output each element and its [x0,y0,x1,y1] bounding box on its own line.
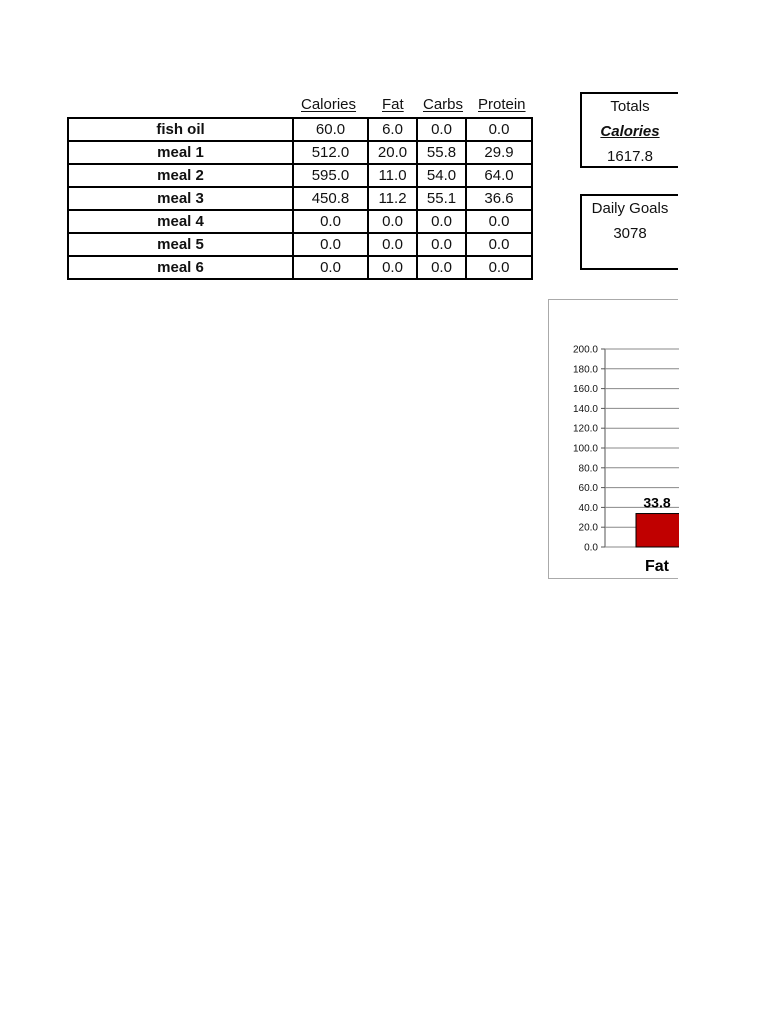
totals-box [580,92,678,168]
carbs-cell[interactable]: 55.1 [417,187,466,210]
protein-cell[interactable]: 0.0 [466,210,532,233]
fat-cell[interactable]: 0.0 [368,210,417,233]
data-label: 33.8 [643,494,671,511]
calories-cell[interactable]: 450.8 [293,187,368,210]
carbs-cell[interactable]: 0.0 [417,256,466,279]
meal-name[interactable]: meal 5 [68,233,293,256]
fat-cell[interactable]: 6.0 [368,118,417,141]
protein-cell[interactable]: 29.9 [466,141,532,164]
meal-name[interactable]: meal 2 [68,164,293,187]
chart-plot [549,300,679,580]
table-row [68,210,532,233]
table-row [68,233,532,256]
protein-cell[interactable]: 64.0 [466,164,532,187]
table-row [68,164,532,187]
calories-cell[interactable]: 512.0 [293,141,368,164]
table-row [68,187,532,210]
meal-name[interactable]: meal 1 [68,141,293,164]
fat-cell[interactable]: 11.0 [368,164,417,187]
table-row [68,256,532,279]
carbs-cell[interactable]: 55.8 [417,141,466,164]
fat-cell[interactable]: 0.0 [368,256,417,279]
protein-cell[interactable]: 0.0 [466,233,532,256]
y-tick-label: 0.0 [584,542,598,554]
table-row [68,118,532,141]
daily-goals-box [580,194,678,270]
meal-name[interactable]: meal 3 [68,187,293,210]
fat-cell[interactable]: 0.0 [368,233,417,256]
daily-goals-title: Daily Goals [591,200,669,217]
fat-cell[interactable]: 20.0 [368,141,417,164]
totals-calories-value[interactable]: 1617.8 [607,148,653,165]
fat-chart[interactable] [548,299,678,579]
y-tick-label: 100.0 [572,443,598,455]
meal-name[interactable]: fish oil [68,118,293,141]
header-fat: Fat [382,96,404,113]
carbs-cell[interactable]: 0.0 [417,118,466,141]
y-tick-label: 20.0 [578,522,598,534]
y-tick-label: 80.0 [578,463,598,475]
calories-cell[interactable]: 60.0 [293,118,368,141]
y-tick-label: 120.0 [572,423,598,435]
fat-cell[interactable]: 11.2 [368,187,417,210]
totals-title: Totals [610,98,650,115]
y-tick-label: 140.0 [572,403,598,415]
meal-name[interactable]: meal 6 [68,256,293,279]
totals-calories-label: Calories [600,123,660,140]
category-label: Fat [645,558,669,575]
carbs-cell[interactable]: 54.0 [417,164,466,187]
table-row [68,141,532,164]
y-tick-label: 180.0 [572,364,598,376]
y-tick-label: 160.0 [572,384,598,396]
header-protein: Protein [478,96,526,113]
protein-cell[interactable]: 0.0 [466,256,532,279]
carbs-cell[interactable]: 0.0 [417,210,466,233]
meal-table [67,117,533,280]
y-tick-label: 40.0 [578,502,598,514]
meal-name[interactable]: meal 4 [68,210,293,233]
y-tick-label: 60.0 [578,483,598,495]
calories-cell[interactable]: 0.0 [293,256,368,279]
header-carbs: Carbs [423,96,464,113]
daily-goals-value[interactable]: 3078 [613,225,647,242]
protein-cell[interactable]: 36.6 [466,187,532,210]
calories-cell[interactable]: 595.0 [293,164,368,187]
header-calories: Calories [301,96,357,113]
y-tick-label: 200.0 [572,344,598,356]
calories-cell[interactable]: 0.0 [293,210,368,233]
carbs-cell[interactable]: 0.0 [417,233,466,256]
bar-fat[interactable] [636,514,679,547]
protein-cell[interactable]: 0.0 [466,118,532,141]
calories-cell[interactable]: 0.0 [293,233,368,256]
